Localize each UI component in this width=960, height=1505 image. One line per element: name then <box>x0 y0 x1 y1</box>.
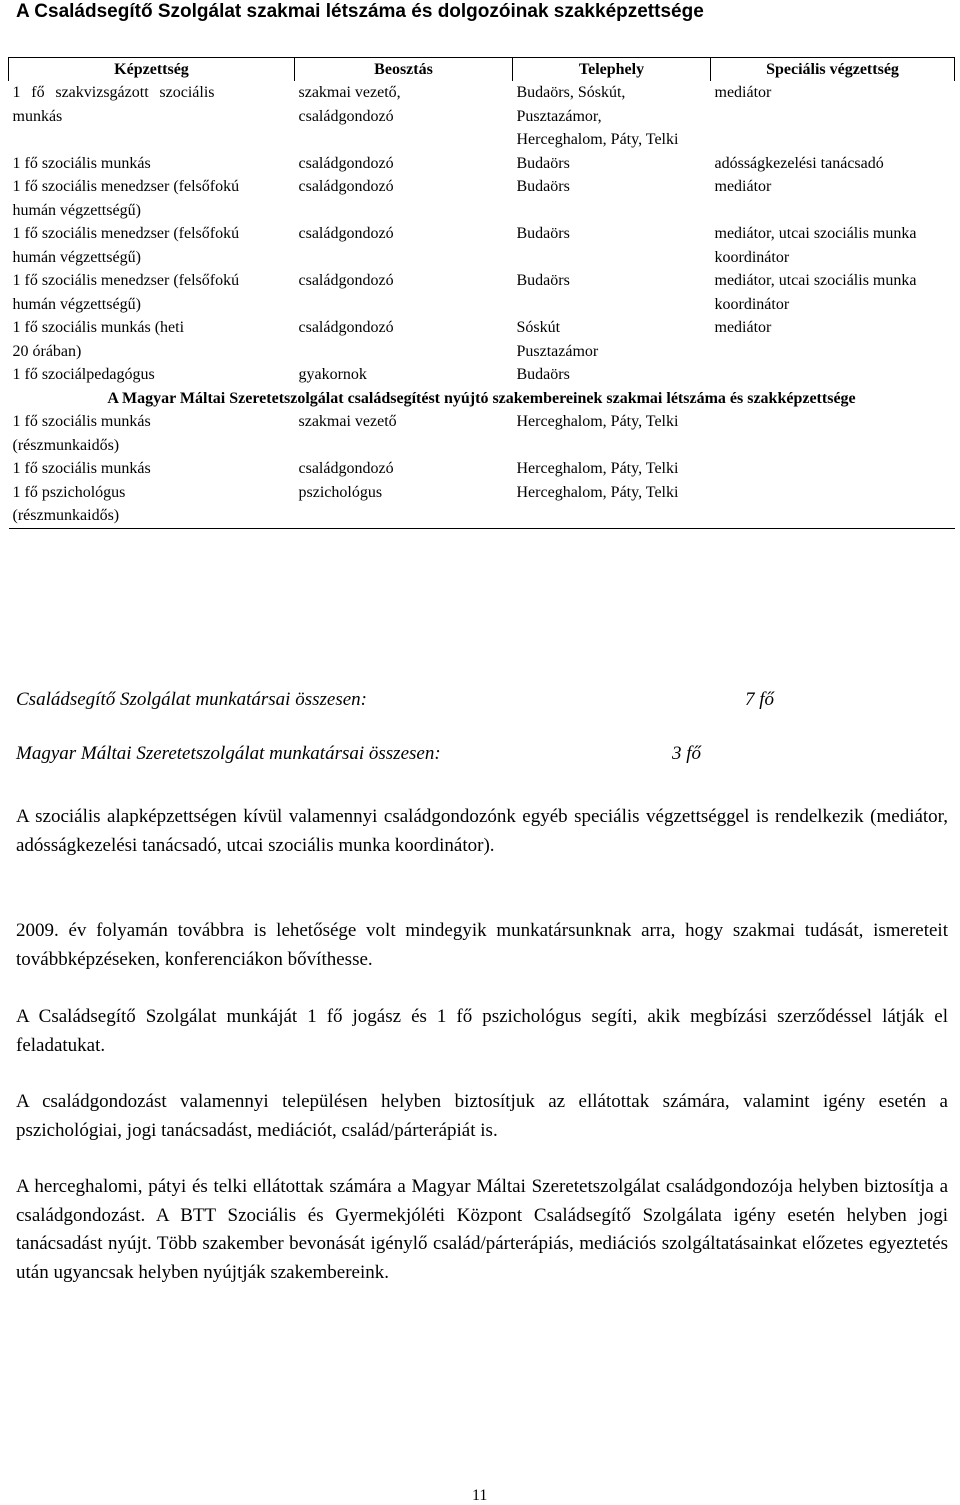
paragraph: A herceghalomi, pátyi és telki ellátottak számára a Magyar Máltai Szeretetszolgálat családgondozója helyben biztosítja a családgondozást. A BTT Szociális és Gyermekjóléti Központ Családsegítő Szolgálata igény esetén helyben jogi tanácsadást nyújt. Több szakember bevonását igénylő család/párterápiás, mediációs szolgáltatásainkat előzetes egyeztetés után ugyancsak helyben nyújtják szakembereink. <box>16 1176 948 1283</box>
table-cell: 1 fő szociális munkás <box>12 154 151 172</box>
table-cell: Herceghalom, Páty, Telki <box>516 460 679 477</box>
table-row <box>9 222 955 269</box>
table-row <box>9 457 955 481</box>
paragraph: A családgondozást valamennyi településen helyben biztosítjuk az ellátottak számára, valamint igény esetén a pszichológiai, jogi tanácsadást, mediációt, család/párterápiát is. <box>16 1091 948 1141</box>
table-cell: Budaörs <box>516 366 570 383</box>
table-cell: 1 fő pszichológus (részmunkaidős) <box>9 481 295 529</box>
table-row <box>9 316 955 363</box>
table-cell: Budaörs <box>516 178 570 195</box>
table-cell: 1 fő szociális menedzser (felsőfokú humán végzettségű) <box>12 225 240 266</box>
table-cell <box>711 363 955 387</box>
table-cell <box>711 481 955 529</box>
table-cell: adósságkezelési tanácsadó <box>714 154 884 172</box>
maltai-total-value: 3 fő <box>672 743 702 764</box>
table-cell <box>711 410 955 457</box>
table-cell: Budaörs <box>516 154 570 172</box>
table-cell: 1 fő szociális menedzser (felsőfokú humán végzettségű) <box>12 272 240 313</box>
table-cell: családgondozó <box>298 154 394 172</box>
table-row <box>9 410 955 457</box>
table-cell: Herceghalom, Páty, Telki <box>516 413 679 430</box>
table-cell: Budaörs <box>516 272 570 289</box>
table-cell: mediátor <box>714 84 772 101</box>
table-cell: gyakornok <box>298 366 367 383</box>
table-row <box>9 175 955 222</box>
table-cell: 1 fő szociális munkás (részmunkaidős) <box>12 413 151 454</box>
table-cell: mediátor <box>714 319 772 336</box>
table-cell: családgondozó <box>298 272 394 289</box>
table-cell: mediátor <box>714 178 772 195</box>
header-cell: Telephely <box>513 58 711 82</box>
csaladsegito-total-label: Családsegítő Szolgálat munkatársai összesen: <box>16 689 367 710</box>
table-cell: mediátor, utcai szociális munka koordinátor <box>714 225 917 266</box>
table-cell: mediátor, utcai szociális munka koordinátor <box>714 272 917 313</box>
table-row <box>9 81 955 152</box>
table-row <box>9 152 955 176</box>
table-cell: pszichológus <box>295 481 513 529</box>
cell-text: szakmai vezető, családgondozó <box>298 84 401 125</box>
table-row <box>9 363 955 387</box>
table-cell: családgondozó <box>298 460 394 477</box>
header-cell: Beosztás <box>295 58 513 82</box>
page-number: 11 <box>472 1487 488 1504</box>
table-cell: Budaörs <box>516 225 570 242</box>
table-cell: 1 fő szociális munkás (heti 20 órában) <box>12 319 185 360</box>
table-cell <box>295 81 513 152</box>
table-cell <box>513 81 711 152</box>
table-cell: családgondozó <box>298 225 394 242</box>
paragraph: 2009. év folyamán továbbra is lehetősége volt mindegyik munkatársunknak arra, hogy szakmai tudását, ismereteit továbbképzéseken, konferenciákon bővíthesse. <box>16 920 948 970</box>
table-row <box>9 481 955 529</box>
staff-table <box>8 57 955 529</box>
page-title: A Családsegítő Szolgálat szakmai létszáma és dolgozóinak szakképzettsége <box>16 1 704 22</box>
table-cell: 1 fő szakvizsgázott szociális munkás <box>12 84 215 125</box>
table-cell: szakmai vezető <box>298 413 397 430</box>
maltai-total-label: Magyar Máltai Szeretetszolgálat munkatársai összesen: <box>16 743 441 764</box>
table-cell: 1 fő szociálpedagógus <box>12 366 155 383</box>
paragraph: A Családsegítő Szolgálat munkáját 1 fő jogász és 1 fő pszichológus segíti, akik megbízási szerződéssel látják el feladatukat. <box>16 1006 948 1056</box>
cell-text: Budaörs, Sóskút, Pusztazámor, Herceghalom, Páty, Telki <box>516 84 679 148</box>
header-cell: Speciális végzettség <box>711 58 955 82</box>
paragraph: A szociális alapképzettségen kívül valamennyi családgondozónk egyéb speciális végzettséggel is rendelkezik (mediátor, adósságkezelési tanácsadó, utcai szociális munka koordinátor). <box>16 806 948 856</box>
table-cell: családgondozó <box>298 178 394 195</box>
table-subheading-row <box>9 387 955 411</box>
table-cell: családgondozó <box>298 319 394 336</box>
table-row <box>9 269 955 316</box>
table-header-row <box>9 58 955 82</box>
csaladsegito-total-value: 7 fő <box>745 689 775 710</box>
table-cell: Sóskút Pusztazámor <box>516 319 599 360</box>
table-subheading: A Magyar Máltai Szeretetszolgálat családsegítést nyújtó szakembereinek szakmai létszáma és szakképzettsége <box>107 389 856 407</box>
table-cell: 1 fő szociális munkás <box>12 460 151 477</box>
table-cell: 1 fő szociális menedzser (felsőfokú humán végzettségű) <box>12 178 240 219</box>
table-cell <box>711 457 955 481</box>
header-cell: Képzettség <box>9 58 295 82</box>
table-cell: Herceghalom, Páty, Telki <box>513 481 711 529</box>
